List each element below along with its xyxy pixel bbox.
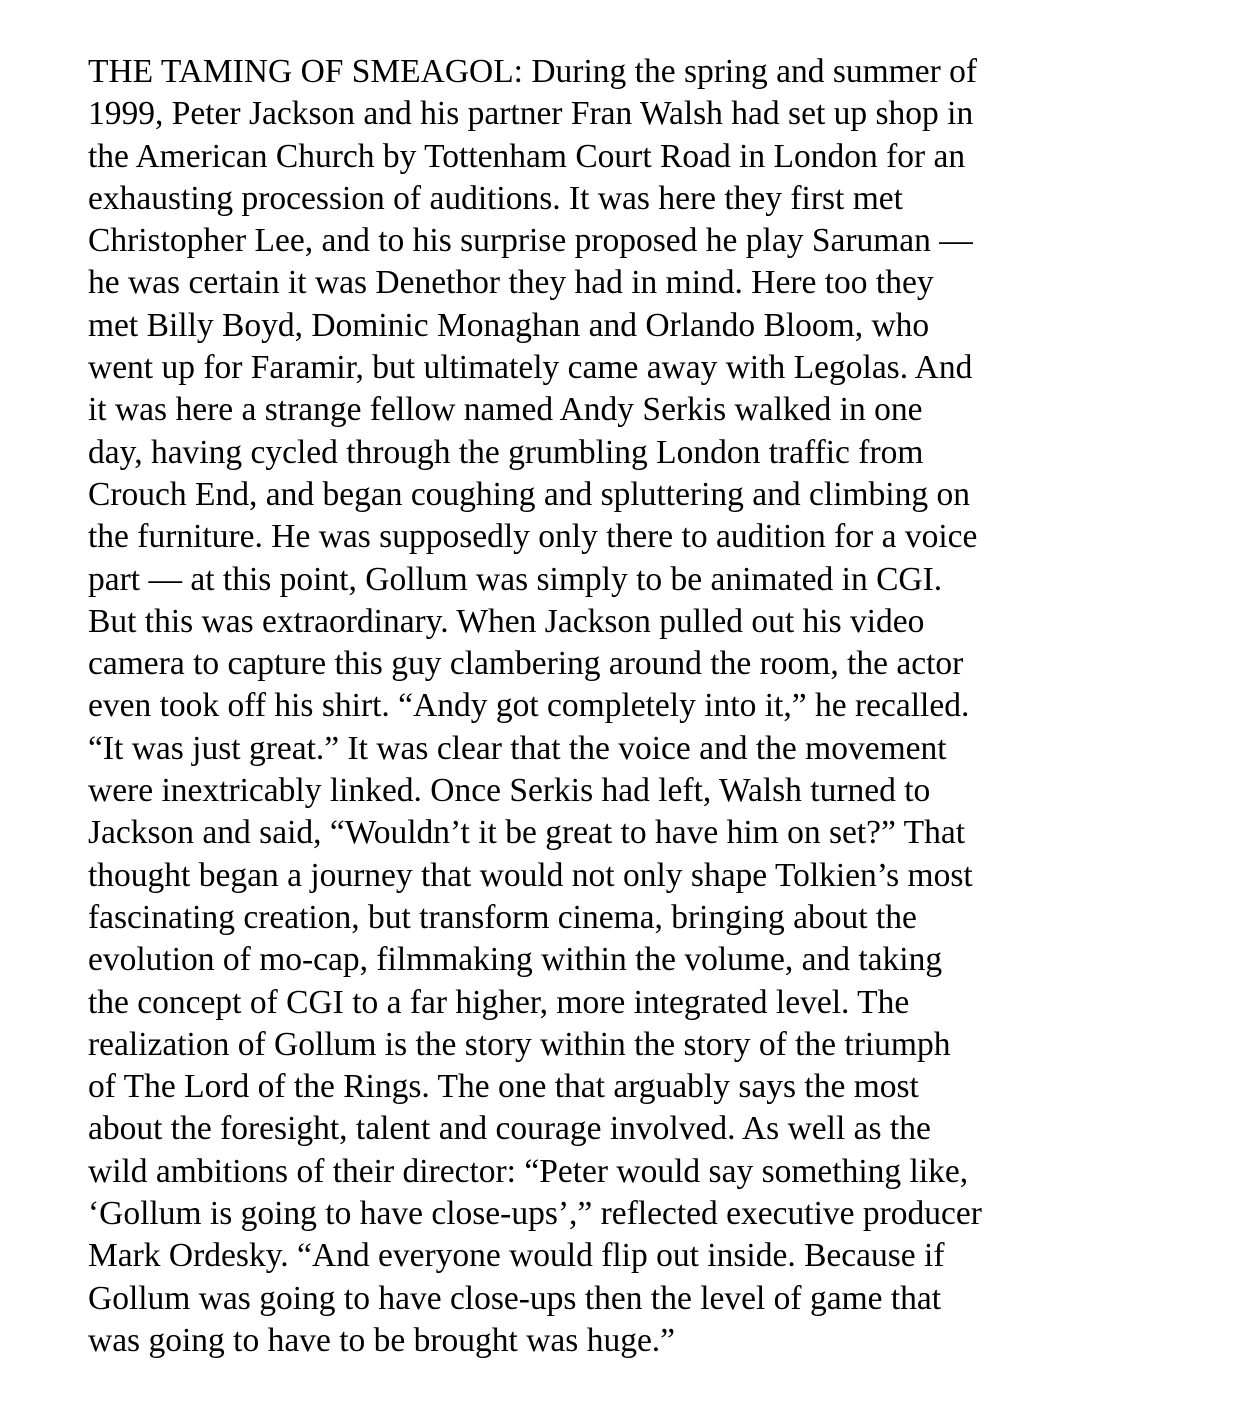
text-line: Christopher Lee, and to his surprise proposed he play Saruman — xyxy=(88,222,973,260)
text-line: the furniture. He was supposedly only there to audition for a voice xyxy=(88,518,978,556)
text-line: of The Lord of the Rings. The one that arguably says the most xyxy=(88,1068,919,1106)
text-line: Gollum was going to have close-ups then the level of game that xyxy=(88,1279,942,1317)
text-line: THE TAMING OF SMEAGOL: During the spring and summer of xyxy=(88,53,978,90)
text-line: part — at this point, Gollum was simply to be animated in CGI. xyxy=(88,560,943,598)
text-line: realization of Gollum is the story within the story of the triumph xyxy=(88,1025,951,1063)
text-line: exhausting procession of auditions. It was here they first met xyxy=(88,179,903,217)
text-line: camera to capture this guy clambering around the room, the actor xyxy=(88,645,964,683)
text-line: about the foresight, talent and courage involved. As well as the xyxy=(88,1110,931,1148)
text-line: wild ambitions of their director: “Peter would say something like, xyxy=(88,1152,969,1190)
text-line: ‘Gollum is going to have close-ups’,” reflected executive producer xyxy=(88,1195,982,1233)
text-line: Jackson and said, “Wouldn’t it be great to have him on set?” That xyxy=(88,814,966,852)
text-line: met Billy Boyd, Dominic Monaghan and Orlando Bloom, who xyxy=(88,306,930,344)
text-line: went up for Faramir, but ultimately came away with Legolas. And xyxy=(88,349,973,387)
text-line: 1999, Peter Jackson and his partner Fran Walsh had set up shop in xyxy=(88,95,974,133)
text-line: But this was extraordinary. When Jackson pulled out his video xyxy=(88,602,925,640)
text-line: thought began a journey that would not only shape Tolkien’s most xyxy=(88,856,973,894)
article-paragraph xyxy=(88,51,1228,1362)
text-line: it was here a strange fellow named Andy Serkis walked in one xyxy=(88,391,923,429)
text-line: “It was just great.” It was clear that the voice and the movement xyxy=(88,729,947,767)
text-line: were inextricably linked. Once Serkis had left, Walsh turned to xyxy=(88,772,931,810)
text-line: he was certain it was Denethor they had in mind. Here too they xyxy=(88,264,934,302)
text-line: the concept of CGI to a far higher, more integrated level. The xyxy=(88,983,910,1021)
text-line: even took off his shirt. “Andy got completely into it,” he recalled. xyxy=(88,687,970,725)
text-line: Crouch End, and began coughing and spluttering and climbing on xyxy=(88,475,970,513)
text-line: Mark Ordesky. “And everyone would flip out inside. Because if xyxy=(88,1237,945,1275)
text-line: fascinating creation, but transform cinema, bringing about the xyxy=(88,898,917,936)
text-line: day, having cycled through the grumbling London traffic from xyxy=(88,433,924,471)
text-line: the American Church by Tottenham Court Road in London for an xyxy=(88,137,966,175)
text-line: evolution of mo-cap, filmmaking within the volume, and taking xyxy=(88,941,943,979)
text-line: was going to have to be brought was huge.” xyxy=(88,1321,676,1359)
